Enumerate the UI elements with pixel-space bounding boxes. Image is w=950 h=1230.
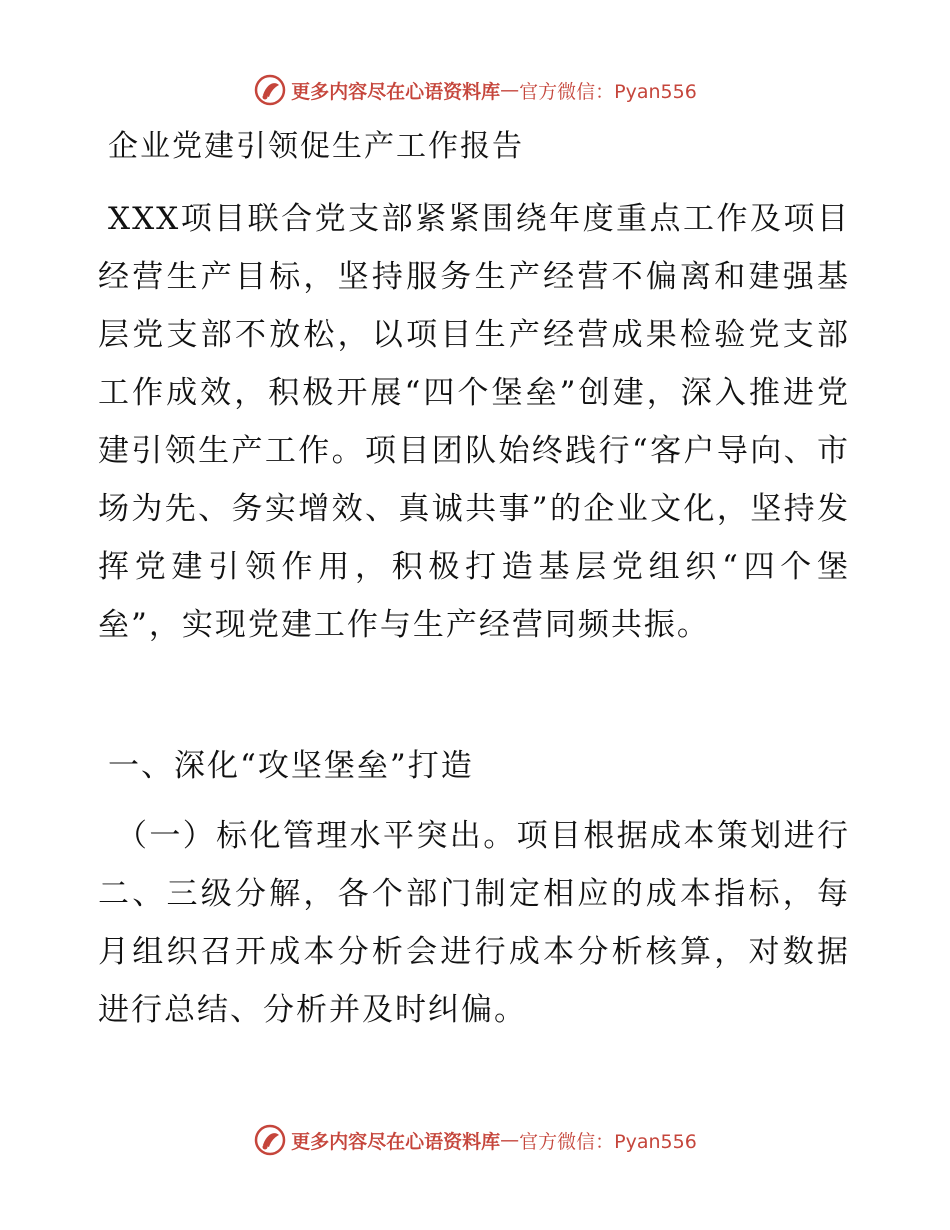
document-title: 企业党建引领促生产工作报告	[108, 129, 524, 164]
footer-watermark	[0, 1120, 950, 1160]
brand-logo-icon	[253, 1123, 287, 1157]
section-heading-1: 一、深化“攻坚堡垒”打造	[108, 748, 474, 784]
brand-logo-icon	[253, 73, 287, 107]
watermark-dash: —	[500, 79, 520, 101]
header-watermark	[0, 70, 950, 110]
section-1-paragraph-1: （一）标化管理水平突出。项目根据成本策划进行二、三级分解，各个部门制定相应的成本指标，每月组织召开成本分析会进行成本分析核算，对数据进行总结、分析并及时纠偏。	[98, 818, 850, 1028]
watermark-brand-text: 更多内容尽在心语资料库	[291, 80, 501, 103]
intro-paragraph: XXX项目联合党支部紧紧围绕年度重点工作及项目经营生产目标，坚持服务生产经营不偏离和建强基层党支部不放松，以项目生产经营成果检验党支部工作成效，积极开展“四个堡垒”创建，深入推进党建引领生产工作。项目团队始终践行“客户导向、市场为先、务实增效、真诚共事”的企业文化，坚持发挥党建引领作用，积极打造基层党组织“四个堡垒”，实现党建工作与生产经营同频共振。	[98, 201, 850, 643]
watermark-wechat-text: 官方微信：Pyan556	[519, 1130, 697, 1153]
watermark-dash: —	[500, 1129, 520, 1151]
watermark-brand-text: 更多内容尽在心语资料库	[291, 1130, 501, 1153]
watermark-wechat-text: 官方微信：Pyan556	[519, 80, 697, 103]
